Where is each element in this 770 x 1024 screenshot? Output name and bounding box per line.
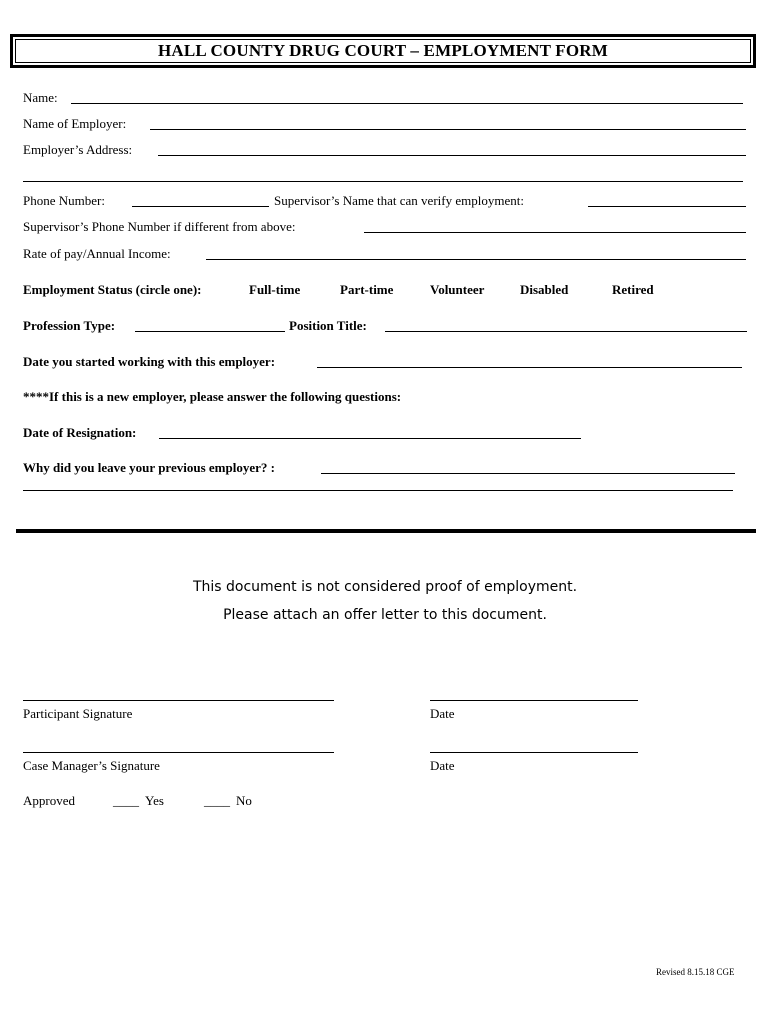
why-leave-field[interactable] [321,473,735,474]
participant-signature-field[interactable] [23,700,334,701]
why-leave-label: Why did you leave your previous employer? : [23,460,275,475]
supervisor-phone-row [23,219,295,235]
supervisor-name-field[interactable] [588,206,746,207]
employer-field[interactable] [150,129,746,130]
approved-label: Approved [23,793,75,808]
new-employer-note: ****If this is a new employer, please answer the following questions: [23,389,402,404]
rate-row [23,246,171,262]
name-field[interactable] [71,103,743,104]
supervisor-phone-label: Supervisor’s Phone Number if different from above: [23,219,296,234]
name-row [23,90,58,106]
why-leave-field-line2[interactable] [23,490,733,491]
resignation-label: Date of Resignation: [23,425,137,440]
employer-label: Name of Employer: [23,116,127,131]
address-row [23,142,132,158]
position-label: Position Title: [289,318,367,333]
status-label: Employment Status (circle one): [23,282,202,297]
case-manager-signature-label: Case Manager’s Signature [23,758,160,773]
approved-yes-blank[interactable]: ____ [113,793,139,808]
approved-no-blank[interactable]: ____ [204,793,230,808]
status-option-disabled[interactable]: Disabled [520,282,569,297]
supervisor-phone-field[interactable] [364,232,746,233]
notice-line-1: This document is not considered proof of employment. [192,579,578,595]
form-title-box [10,34,756,68]
rate-field[interactable] [206,259,746,260]
phone-row [23,193,105,209]
status-option-volunteer[interactable]: Volunteer [430,282,485,297]
revision-footer: Revised 8.15.18 CGE [656,967,735,977]
position-field[interactable] [385,331,747,332]
case-manager-signature-field[interactable] [23,752,334,753]
approved-yes-label: Yes [145,793,164,808]
status-option-part-time[interactable]: Part-time [340,282,394,297]
case-manager-date-field[interactable] [430,752,638,753]
start-date-label: Date you started working with this employer: [23,354,276,369]
section-divider [16,529,756,533]
start-date-field[interactable] [317,367,742,368]
participant-date-label: Date [430,706,455,721]
supervisor-name-row [274,193,524,209]
employer-row [23,116,126,132]
supervisor-name-label: Supervisor’s Name that can verify employment: [274,193,524,208]
resignation-field[interactable] [159,438,581,439]
participant-signature-label: Participant Signature [23,706,133,721]
profession-field[interactable] [135,331,285,332]
address-label: Employer’s Address: [23,142,133,157]
status-option-retired[interactable]: Retired [612,282,654,297]
case-manager-date-label: Date [430,758,455,773]
approved-no-label: No [236,793,252,808]
phone-field[interactable] [132,206,269,207]
notice-line-2: Please attach an offer letter to this document. [223,607,547,623]
profession-label: Profession Type: [23,318,116,333]
status-option-full-time[interactable]: Full-time [249,282,301,297]
phone-label: Phone Number: [23,193,105,208]
rate-label: Rate of pay/Annual Income: [23,246,171,261]
address-field-line2[interactable] [23,181,743,182]
name-label: Name: [23,90,58,105]
participant-date-field[interactable] [430,700,638,701]
address-field[interactable] [158,155,746,156]
page-title: HALL COUNTY DRUG COURT – EMPLOYMENT FORM [157,41,609,60]
